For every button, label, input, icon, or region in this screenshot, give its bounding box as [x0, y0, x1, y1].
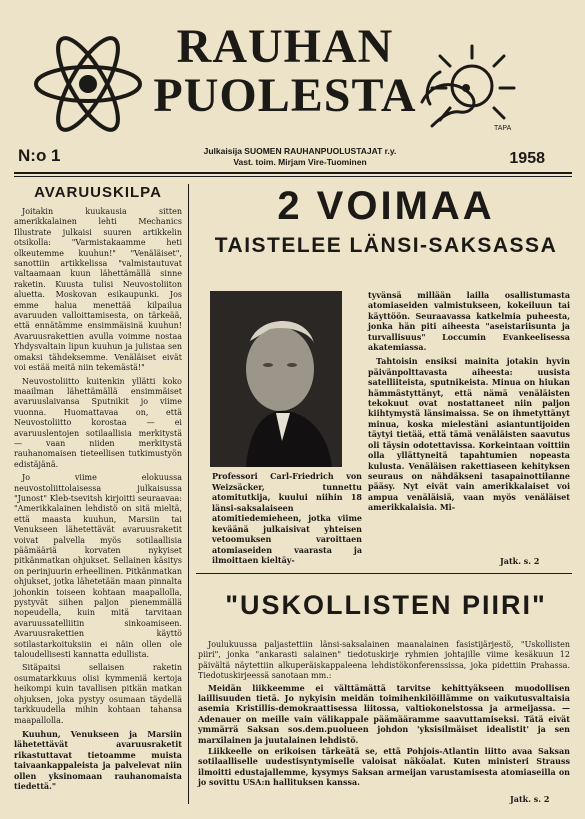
publisher-line2: Vast. toim. Mirjam Vire-Tuominen	[233, 157, 367, 167]
bottom-headline: "USKOLLISTEN PIIRI"	[225, 590, 547, 620]
masthead-title-line1: RAUHAN	[176, 20, 394, 73]
left-article	[14, 184, 182, 794]
masthead-title-line2: PUOLESTA	[153, 69, 417, 122]
bottom-article-paragraph: Liikkeelle on erikoisen tärkeätä se, että Pohjois-Atlantin liitto avaa Saksan sotilaalliselle uudestisyntymiselle valoisat näköalat. Kuten ministeri Strauss ilmoitti edustajallemme, kysymys Saksan armeijan varustamisesta atomiaseilla on jo sovittu USA:n hallituksen kanssa.	[198, 746, 570, 788]
section-divider	[196, 573, 572, 574]
issue-number: N:o 1	[18, 146, 61, 165]
left-article-paragraph: Neuvostoliitto kuitenkin yllätti koko maailman lähettämällä ensimmäiset avaruuslaivansa Sputnikit jo viime vuonna. Huomattavaa on, että Neuvostoliitto korostaa — ei avaruuslentojen sotilaallisia merkitystä — vaan niiden merkitystä rauhanomaisen tieteellisen tutkimustyön edistäjänä.	[14, 376, 182, 469]
publisher-info	[190, 146, 410, 168]
left-article-paragraph: Sitäpaitsi sellaisen raketin osumatarkkuus olisi kymmeniä kertoja heikompi kuin tavallisen pitkän matkan ohjuksen, joka pystyy osumaan täydellä tarkkuudella mihin kohtaan tahansa maapallolla.	[14, 663, 182, 725]
left-article-paragraph: Joitakin kuukausia sitten amerikkalainen lehti Mechanics Illustrate julkaisi suuren artikkelin otsikolla: "Varmistakaamme heti olkeutemme kuuhun!" "Venäläiset", sanottiin artikkelissa "valmistautuvat valtaamaan kuun lähettämällä sinne raketin. Kuusta tulisi Neuvostoliiton aluetta. Moskovan esikaupunki. Jos emme halua menettää kilpailua avaruuden valloittamisesta, on tärkeää, että ennätämme ensimmäisinä kuuhun! Avaruusrakettien avulla voimme nostaa Yhdysvaltain lipun kuuhun ja julistaa sen omaksi tähdeksemme. Venäläiset eivät voi estää meitä niin tekemästä!"	[14, 207, 182, 373]
main-subheadline: TAISTELEE LÄNSI-SAKSASSA	[214, 234, 558, 257]
bottom-article-body	[198, 640, 570, 789]
atom-emblem-icon	[28, 32, 148, 136]
main-article-body	[368, 290, 570, 517]
emblem-signature: TAPA	[494, 125, 512, 132]
masthead-rule	[14, 172, 572, 174]
main-article-paragraph: tyvänsä millään lailla osallistumasta atomiaseiden valmistukseen, kokeiluun tai käyttöön. Seuraavassa katkelmia puheesta, jonka hän piti aiheesta "aseistariisunta ja turvallisuus" Loccumin Evankeelisessa akatemiassa.	[368, 290, 570, 353]
masthead-title	[150, 22, 420, 120]
bottom-article-paragraph: Joulukuussa paljastettiin länsi-saksalainen maanalainen fasistijärjestö, "Uskollisten piiri", jonka "ankarasti salainen" tiedotuskirje ryhmien johtajille viime kesäkuun 12 päivältä näytettiin alkuperäiskappaleena lehdistökonferenssissa, joka pidettiin Prahassa. Tiedotuskirjeessä sanotaan mm.:	[198, 640, 570, 681]
main-article-paragraph: Tahtoisin ensiksi mainita jotakin hyvin päivänpolttavasta aiheesta: uusista satelliiteista, sputnikeista. Minua on hiukan hämmästyttänyt, että nämä venäläisten tekokuut ovat nostattaneet niin paljon kiihtymystä länsimaissa. Se on ihmetyttänyt minua, koska mielestäni asiantuntijoiden täytyi tietää, että tämä venäläisten saavutus oli täysin odotettavissa. Korkeintaan voittiin olla yllättyneitä tapahtumien nopeasta kulusta. Venäläisen rakettiaseen kehityksen seuraus on nähdäkseni tasapainottilanne pääsy. Nyt eivät vain amerikkalaiset voi ampua venäläisiä, vaan myös venäläiset amerikkalaisia. Mi-	[368, 356, 570, 513]
publisher-line1: Julkaisija SUOMEN RAUHANPUOLUSTAJAT r.y.	[203, 146, 397, 156]
left-article-paragraph: Kuuhun, Venukseen ja Marsiin lähetettävät avaruusraketit rikastuttavat tietoamme muista taivaankappaleista ja palvelevat niin ollen yksinomaan rauhanomaista tiedettä."	[14, 728, 182, 791]
portrait-illustration	[210, 291, 342, 467]
left-article-heading: AVARUUSKILPA	[34, 184, 162, 201]
masthead-rule-thin	[14, 176, 572, 177]
photo-caption: Professori Carl-Friedrich von Weizsäcker, tunnettu atomitutkija, kuului niihin 18 länsi-saksalaiseen atomitiedemieheen, jotka viime keväänä julkaisivat yhteisen vetoomuksen varoittaen atomiaseiden vaarasta ja ilmoittaen kieltäy-	[212, 471, 362, 565]
column-divider	[188, 184, 189, 804]
dove-sun-emblem-icon	[410, 42, 520, 132]
main-headline: 2 VOIMAA	[277, 184, 495, 228]
issue-year: 1958	[509, 150, 545, 167]
bottom-article-paragraph: Meidän liikkeemme ei välttämättä tarvitse kehittyäkseen muodollisen laillisuuden tietä. Jo nykyisin meidän toimihenkilöillämme on vaikutusvaltaisia asemia Kristillis-demokraattisessa liitossa, valtiokonelstossa ja armeijassa. — Adenauer on meille vain välikappale päämääramme saavuttamiseksi. Tätä eivät ymmärrä Saksan sos.dem.puolueen johdon 'yksisilmäiset idealistit' ja sen marxilainen ja juutalainen lehdistö.	[198, 682, 570, 745]
main-article-continued: Jatk. s. 2	[500, 556, 540, 566]
bottom-article-continued: Jatk. s. 2	[510, 794, 550, 804]
left-article-paragraph: Jo viime elokuussa neuvostoliittolaisessa julkaisussa "Junost" Kleb-tsevitsh kirjoitti seuraavaa: "Amerikkalainen lehdistö on sitä mieltä, että maasta kuuhun, Marsiin tai Venukseen lähetettävät avaruusraketit voivat palvella myös sotilaallisia päämääriä korvaten nykyiset pitkänmatkan ohjukset. Sellainen käsitys on perinjuurin erheellinen. Pitkänmatkan ohjukset, jotka lähetetään maan pinnalta johonkin toiseen kohtaan maapallolla, pystyvät siihen paljon pienemmällä nopeudella, kuin mitä tarvitaan avaruussatelliitin sinkoamiseen. Avaruusrakettien käyttö sotilastarkoituksiin ei näin ollen ole taloudellisesti kannatta edullista.	[14, 473, 183, 660]
portrait-photo	[210, 291, 342, 467]
